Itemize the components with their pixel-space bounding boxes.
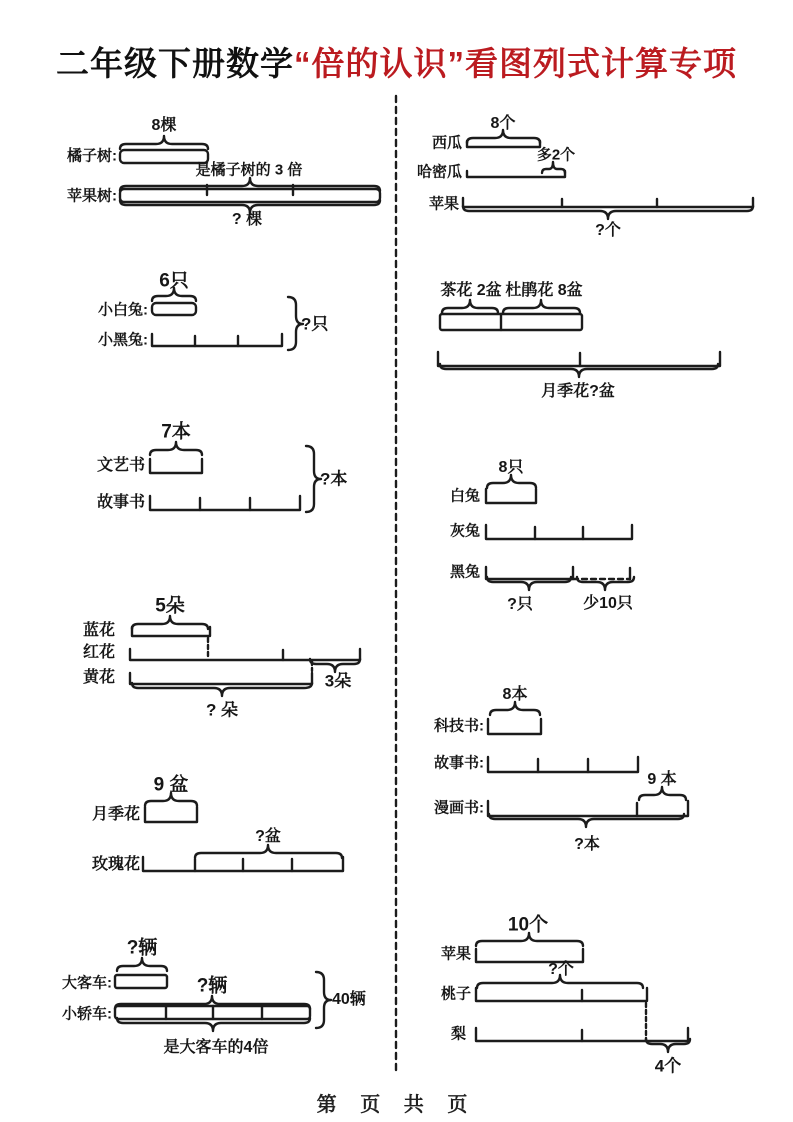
- page-footer: 第 页 共 页: [316, 1094, 477, 1116]
- brace-right: [306, 446, 321, 512]
- bar: [467, 171, 565, 177]
- r4-value-label: 8本: [502, 686, 528, 703]
- bar: [476, 988, 647, 1001]
- bar-tick: [200, 498, 250, 510]
- bar: [130, 673, 312, 684]
- p5-value-label: 9 盆: [153, 774, 189, 796]
- bar: [152, 303, 196, 315]
- bar: [467, 141, 540, 147]
- brace-up: [442, 300, 498, 313]
- diagram-r3-rabbits: [486, 475, 634, 590]
- bar-tick: [195, 859, 292, 871]
- p1-question-label: ? 棵: [231, 211, 263, 228]
- p3-row2-label: 故事书: [96, 494, 145, 511]
- p1-multiple-note: 是橘子树的 3 倍: [195, 161, 303, 179]
- brace-up: [120, 136, 208, 149]
- r4-row1-label: 科技书:: [434, 717, 484, 735]
- p6-row1-label: 大客车:: [62, 974, 112, 992]
- r5-row3-label: 梨: [450, 1025, 466, 1043]
- bar: [145, 807, 197, 822]
- bar: [488, 801, 688, 816]
- r1-row2-label: 哈密瓜: [416, 163, 462, 181]
- brace-up: [490, 702, 540, 715]
- p3-question-label: ?本: [320, 469, 348, 489]
- bar: [486, 489, 536, 503]
- p6-value2-label: ?辆: [196, 975, 228, 997]
- p6-row2-label: 小轿车:: [62, 1005, 112, 1023]
- bar: [486, 525, 632, 539]
- r1-value-label: 8个: [490, 115, 516, 132]
- p1-row1-label: 橘子树:: [67, 147, 117, 165]
- diagram-p2-rabbits: [152, 288, 303, 350]
- bar: [150, 459, 202, 473]
- p4-question-label: ? 朵: [205, 700, 239, 720]
- diagram-r5-fruit: [476, 933, 690, 1052]
- p1-row2-label: 苹果树:: [67, 187, 117, 205]
- bar-tick: [535, 527, 583, 539]
- brace-up: [542, 162, 565, 173]
- r5-question-label: ?个: [548, 961, 574, 978]
- title-red-part: “倍的认识”看图列式计算专项: [294, 45, 737, 82]
- bar: [150, 496, 300, 510]
- r2-group1-label: 茶花 2盆: [440, 282, 502, 299]
- p6-multiple-note: 是大客车的4倍: [163, 1039, 269, 1056]
- diagram-r2-flowers: [438, 300, 720, 377]
- bar: [132, 627, 210, 636]
- p5-row1-label: 月季花: [91, 806, 140, 823]
- r2-question-label: 月季花?盆: [541, 383, 615, 400]
- bar: [463, 198, 753, 207]
- p2-row2-label: 小黑兔:: [98, 331, 148, 349]
- p4-value-label: 5朵: [155, 595, 185, 617]
- p2-value-label: 6只: [159, 270, 189, 292]
- r2-group2-label: 杜鹃花 8盆: [505, 282, 583, 299]
- bar: [115, 975, 167, 988]
- bar-tick: [166, 1006, 262, 1019]
- r5-diff-label: 4个: [654, 1056, 682, 1076]
- bar: [120, 189, 380, 202]
- r5-row2-label: 桃子: [440, 985, 471, 1003]
- brace-up: [132, 616, 208, 629]
- p5-row2-label: 玫瑰花: [91, 856, 140, 873]
- r3-row1-label: 白兔: [449, 487, 480, 505]
- r4-value3-label: 9 本: [647, 771, 677, 788]
- r5-row1-label: 苹果: [440, 945, 471, 963]
- r3-row3-label: 黑兔: [449, 563, 480, 581]
- diagram-p3-books: [150, 442, 321, 512]
- r3-question-label: ?只: [507, 596, 533, 613]
- p1-value-label: 8棵: [151, 117, 177, 134]
- diagram-r1-fruit: [463, 130, 753, 219]
- r4-question-label: ?本: [574, 836, 600, 853]
- brace-up: [195, 845, 342, 858]
- bar: [486, 567, 573, 579]
- bar: [152, 334, 282, 346]
- bar-tick: [538, 759, 588, 772]
- title-black-part: 二年级下册数学: [56, 45, 294, 82]
- p3-value-label: 7本: [161, 421, 191, 443]
- r3-diff-label: 少10只: [583, 595, 633, 612]
- r1-question-label: ?个: [595, 222, 621, 239]
- p6-total-label: 40辆: [332, 991, 366, 1008]
- brace-up: [503, 300, 580, 313]
- p6-value1-label: ?辆: [126, 937, 158, 959]
- brace-right: [316, 972, 331, 1028]
- diagram-r4-books: [488, 702, 688, 827]
- p4-diff-label: 3朵: [324, 671, 352, 691]
- bar: [440, 314, 582, 330]
- r3-row2-label: 灰兔: [449, 522, 480, 540]
- p3-row1-label: 文艺书: [96, 457, 145, 474]
- bar: [488, 757, 638, 772]
- bar: [130, 649, 360, 660]
- p2-question-label: ?只: [301, 314, 329, 334]
- p2-row1-label: 小白兔:: [98, 301, 148, 319]
- p4-row3-label: 黄花: [82, 669, 115, 686]
- p5-question-label: ?盆: [255, 828, 281, 845]
- r1-more-note: 多2个: [536, 146, 576, 164]
- r4-row2-label: 故事书:: [434, 754, 484, 772]
- p4-row2-label: 红花: [82, 644, 115, 661]
- bar: [488, 719, 541, 734]
- p4-row1-label: 蓝花: [82, 622, 115, 639]
- r4-row3-label: 漫画书:: [434, 799, 484, 817]
- r5-value-label: 10个: [507, 914, 549, 936]
- brace-up: [117, 958, 167, 971]
- diagram-p5-roses: [143, 793, 343, 871]
- r1-row1-label: 西瓜: [431, 134, 462, 152]
- brace-up: [487, 475, 536, 488]
- brace-up: [639, 787, 686, 800]
- r1-row3-label: 苹果: [428, 195, 459, 213]
- brace-up: [150, 442, 202, 455]
- r3-value-label: 8只: [498, 459, 524, 476]
- bar-tick: [195, 336, 238, 346]
